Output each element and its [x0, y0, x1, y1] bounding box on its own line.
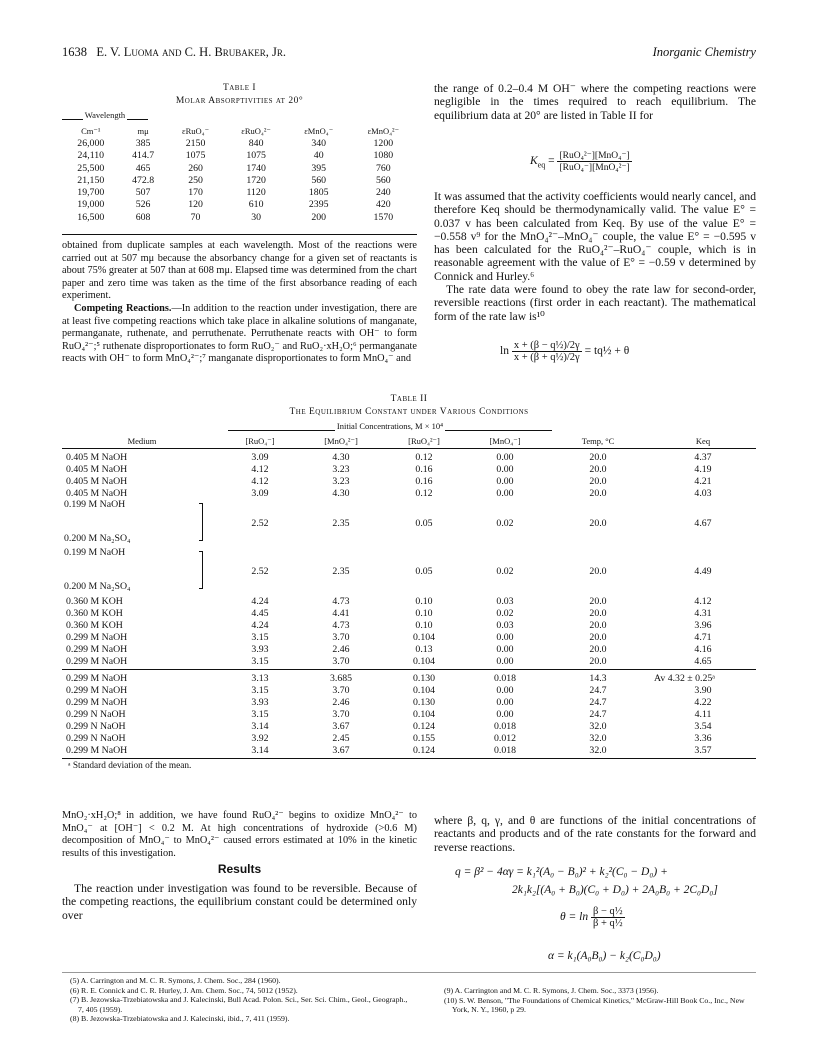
- cell: εRuO₄²⁻: [241, 125, 271, 136]
- cell: 20.0: [589, 463, 607, 475]
- cell: 0.018: [493, 672, 517, 684]
- table-row: [62, 595, 756, 607]
- cell: 0.130: [412, 672, 436, 684]
- alpha-equation: α = k₁(A₀B₀) − k₂(C₀D₀): [548, 950, 661, 962]
- cell: 610: [248, 199, 264, 211]
- cell: 3.67: [332, 744, 350, 756]
- cell: 1120: [246, 187, 266, 199]
- cell: 1720: [246, 174, 266, 186]
- cell: [MnO₄²⁻]: [324, 435, 358, 446]
- cell: 0.02: [496, 607, 514, 619]
- cell: 0.10: [415, 607, 433, 619]
- cell: 0.155: [412, 732, 436, 744]
- medium-cell: 0.200 M Na₂SO₄: [64, 533, 131, 544]
- cell: 4.65: [694, 655, 712, 667]
- table2: [62, 435, 756, 771]
- cell: 3.15: [251, 655, 269, 667]
- footnote: (7) B. Jezowska-Trzebiatowska and J. Kalecinski, Bull Acad. Polon. Sci., Ser. Sci. Chim., Geol., Geograph., 7, 405 (1959).: [70, 995, 408, 1014]
- cell: 4.19: [694, 463, 712, 475]
- cell: 0.02: [496, 517, 514, 529]
- cell: 3.14: [251, 720, 269, 732]
- cell: 250: [188, 174, 203, 186]
- cell: 4.31: [694, 607, 712, 619]
- table1-rule: [62, 234, 417, 235]
- cell: 4.37: [694, 451, 712, 463]
- cell: [RuO₄²⁻]: [408, 435, 440, 446]
- cell: 3.54: [694, 720, 712, 732]
- cell: 465: [135, 162, 151, 174]
- cell: 0.12: [415, 487, 433, 499]
- right-text-p2: [434, 190, 756, 323]
- cell: 0.16: [415, 475, 433, 487]
- cell-first: Medium: [127, 436, 157, 446]
- cell: 0.124: [412, 720, 436, 732]
- table-row: [62, 643, 756, 655]
- cell-first: Cm⁻¹: [81, 125, 101, 136]
- cell: 4.21: [694, 475, 712, 487]
- table-row: [62, 487, 756, 499]
- cell: 0.104: [412, 655, 436, 667]
- cell: 260: [188, 162, 203, 174]
- cell: 1075: [185, 150, 206, 162]
- cell: 4.12: [694, 595, 712, 607]
- cell: 20.0: [589, 487, 607, 499]
- cell: 0.00: [496, 631, 514, 643]
- cell-first: 0.299 M NaOH: [66, 684, 128, 696]
- cell-first: 24,110: [77, 150, 105, 162]
- cell: 20.0: [589, 595, 607, 607]
- cell: 3.70: [332, 684, 350, 696]
- cell: [MnO₄⁻]: [489, 435, 521, 446]
- cell: 3.685: [329, 672, 353, 684]
- cell: 3.93: [251, 643, 269, 655]
- lower-right-text: [434, 814, 756, 854]
- table-row: [62, 451, 756, 463]
- lower-left-text: [62, 810, 417, 860]
- cell: 0.00: [496, 655, 514, 667]
- table1-group-header: Wavelength: [62, 110, 148, 120]
- cell: 3.57: [694, 744, 712, 756]
- cell: 560: [311, 174, 327, 186]
- cell: 3.15: [251, 684, 269, 696]
- cell: Keq: [695, 436, 711, 446]
- cell: 14.3: [589, 672, 607, 684]
- cell: 0.10: [415, 619, 433, 631]
- cell-first: 0.299 M NaOH: [66, 631, 128, 643]
- paragraph: the range of 0.2–0.4 M OH⁻ where the competing reactions were negligible in the times required to reach equilibrium. The equilibrium data at 20° are listed in Table II for: [434, 82, 756, 122]
- table2-group-header: Initial Concentrations, M × 10⁴: [228, 421, 552, 431]
- cell-first: 0.405 M NaOH: [66, 487, 128, 499]
- cell-first: 0.299 N NaOH: [66, 708, 126, 720]
- paragraph: The reaction under investigation was found to be reversible. Because of the competing reactions, the equilibrium constant could be determined only over: [62, 882, 417, 922]
- cell: 20.0: [589, 631, 607, 643]
- cell: 4.73: [332, 595, 350, 607]
- cell: 2.45: [332, 732, 350, 744]
- footnote: (5) A. Carrington and M. C. R. Symons, J. Chem. Soc., 284 (1960).: [70, 976, 281, 985]
- cell: 20.0: [589, 517, 607, 529]
- cell-first: 26,000: [77, 137, 105, 149]
- cell: 1200: [373, 137, 394, 149]
- footnote: (8) B. Jezowska-Trzebiatowska and J. Kalecinski, ibid., 7, 411 (1959).: [70, 1014, 290, 1024]
- footnote: (6) R. E. Connick and C. R. Hurley, J. Am. Chem. Soc., 74, 5012 (1952).: [70, 985, 298, 995]
- cell: 0.012: [493, 732, 517, 744]
- cell: 1570: [373, 211, 394, 223]
- cell: 2.35: [332, 565, 350, 577]
- table-row: [62, 186, 417, 198]
- cell: 608: [135, 211, 151, 223]
- q-equation-line1: q = β² − 4αγ = k₁²(A₀ − B₀)² + k₂²(C₀ − D₀) +: [455, 866, 668, 878]
- cell: 200: [311, 211, 327, 223]
- cell: 0.130: [412, 696, 436, 708]
- table-row: [62, 732, 756, 744]
- cell: 3.15: [251, 708, 269, 720]
- cell: 4.24: [251, 619, 269, 631]
- table-row: [62, 631, 756, 643]
- cell-first: 0.299 M NaOH: [66, 655, 128, 667]
- footnote: (9) A. Carrington and M. C. R. Symons, J. Chem. Soc., 3373 (1956).: [444, 986, 659, 995]
- cell: 40: [313, 150, 324, 162]
- cell: 420: [375, 199, 391, 211]
- cell: 2.46: [332, 696, 350, 708]
- table-row: [62, 708, 756, 720]
- cell: 30: [251, 211, 262, 223]
- table-row: [62, 137, 417, 149]
- cell: 3.67: [332, 720, 350, 732]
- table2-title: The Equilibrium Constant under Various Conditions: [289, 407, 529, 417]
- table2-header-row: [62, 435, 756, 447]
- paragraph: Competing Reactions.—In addition to the reaction under investigation, there are at least five competing reactions which take place in alkaline solutions of manganate, permanganate, ruthenate, and perruthenate. Perruthenate reacts with OH⁻ to form RuO₄²⁻;⁵ ruthenate disproportionates to form RuO₂⁻ and RuO₂·xH₂O;⁶ permanganate reacts with OH⁻ to form MnO₄²⁻;⁷ manganate disproportionates to form MnO₄⁻ and: [62, 302, 417, 365]
- cell: 3.96: [694, 619, 712, 631]
- lower-left-text-2: [62, 882, 417, 922]
- cell-first: 0.299 M NaOH: [66, 672, 128, 684]
- table-row: [62, 463, 756, 475]
- cell: mμ: [137, 126, 149, 137]
- cell: 4.12: [251, 475, 269, 487]
- cell: 2.35: [332, 517, 350, 529]
- medium-cell: 0.199 M NaOH: [64, 499, 126, 510]
- cell: εMnO₄²⁻: [367, 125, 400, 136]
- cell: 0.018: [493, 744, 517, 756]
- cell-first: 0.299 N NaOH: [66, 732, 126, 744]
- cell: 20.0: [589, 643, 607, 655]
- table-row: [62, 655, 756, 667]
- footnotes-left: [70, 976, 415, 1024]
- cell: 3.36: [694, 732, 712, 744]
- cell: 2.46: [332, 643, 350, 655]
- table-row: [62, 199, 417, 211]
- cell: 20.0: [589, 475, 607, 487]
- cell: 1080: [373, 150, 394, 162]
- cell: 340: [311, 137, 327, 149]
- cell: 0.00: [496, 696, 514, 708]
- cell-first: 19,700: [77, 187, 105, 199]
- cell: 3.14: [251, 744, 269, 756]
- cell: 20.0: [589, 607, 607, 619]
- cell-first: [62, 517, 222, 529]
- cell: 0.104: [412, 631, 436, 643]
- cell-first: 0.299 M NaOH: [66, 744, 128, 756]
- cell: 0.018: [493, 720, 517, 732]
- cell: 20.0: [589, 451, 607, 463]
- medium-cell: 0.200 M Na₂SO₄: [64, 581, 131, 592]
- cell: 3.70: [332, 708, 350, 720]
- cell: 0.124: [412, 744, 436, 756]
- cell: 560: [375, 174, 391, 186]
- cell: 0.00: [496, 643, 514, 655]
- cell: 4.30: [332, 451, 350, 463]
- cell: 4.24: [251, 595, 269, 607]
- cell-first: 0.299 M NaOH: [66, 696, 128, 708]
- table2-label: Table II: [390, 394, 428, 404]
- keq-equation: $K_{eq}$ = $\frac{\text{[RuO₄²⁻][MnO₄⁻]}}{\text{[RuO₄⁻][MnO₄²⁻]}}$: [530, 151, 630, 173]
- footnote: (10) S. W. Benson, "The Foundations of Chemical Kinetics," McGraw-Hill Book Co., Inc., New York, N. Y., 1960, p 29.: [444, 995, 745, 1015]
- cell: 760: [375, 162, 391, 174]
- cell: 20.0: [589, 565, 607, 577]
- left-text-block: [62, 240, 417, 366]
- footnotes-right: [444, 986, 756, 1015]
- cell-first: 16,500: [77, 211, 105, 223]
- cell: 0.03: [496, 619, 514, 631]
- cell: 4.41: [332, 607, 350, 619]
- cell: 4.71: [694, 631, 712, 643]
- cell: 1075: [246, 150, 266, 162]
- cell: 3.93: [251, 696, 269, 708]
- cell: 0.00: [496, 463, 514, 475]
- cell: 3.13: [251, 672, 269, 684]
- table2-mixed-row-1: [62, 499, 756, 547]
- cell: 840: [248, 137, 264, 149]
- cell-first: 25,500: [77, 162, 105, 174]
- table-row: [62, 684, 756, 696]
- table-row: [62, 744, 756, 756]
- cell: 0.104: [412, 684, 436, 696]
- cell-first: 0.299 N NaOH: [66, 720, 126, 732]
- cell: 24.7: [589, 684, 607, 696]
- cell: 3.92: [251, 732, 269, 744]
- q-equation-line2: 2k₁k₂[(A₀ + B₀)(C₀ + D₀) + 2A₀B₀ + 2C₀D₀]: [512, 884, 718, 896]
- cell-first: 0.360 M KOH: [66, 619, 123, 631]
- table-row: [62, 517, 756, 529]
- cell: 3.15: [251, 631, 269, 643]
- cell: 395: [311, 162, 327, 174]
- cell-first: 0.405 M NaOH: [66, 475, 128, 487]
- cell-first: 0.360 M KOH: [66, 607, 123, 619]
- cell: Av 4.32 ± 0.25ᵃ: [654, 672, 715, 684]
- cell: 507: [135, 187, 151, 199]
- table-row: [62, 162, 417, 174]
- table-row: [62, 672, 756, 684]
- cell: 385: [135, 137, 151, 149]
- table2-mixed-row-2: [62, 547, 756, 595]
- cell: 414.7: [132, 150, 155, 162]
- paragraph: obtained from duplicate samples at each wavelength. Most of the reactions were carried out at 507 mμ because the absorbancy change for a given set of reactants is about 75% greater at 507 than at 608 mμ. Elapsed time was determined from the chart paper and zero time was taken as the time of the first absorbance reading of each experiment.: [62, 240, 417, 302]
- table1-header-row: [62, 125, 417, 137]
- table1-title: Molar Absorptivities at 20°: [175, 96, 304, 106]
- cell-first: 0.405 M NaOH: [66, 451, 128, 463]
- cell: 526: [135, 199, 151, 211]
- cell: 24.7: [589, 708, 607, 720]
- paragraph: MnO₂·xH₂O;⁸ in addition, we have found RuO₄²⁻ begins to oxidize MnO₄²⁻ to MnO₄⁻ at [OH⁻] < 0.2 M. At high concentrations of hydroxide (>0.6 M) decomposition of MnO₄⁻ to MnO₄²⁻ caused errors estimated at 10% in the kinetic results of this investigation.: [62, 810, 417, 859]
- rate-law-equation: ln $\frac{\text{x + (β − q½)/2γ}}{\text{x + (β + q½)/2γ}}$ = tq½ + θ: [500, 340, 630, 363]
- cell: 32.0: [589, 720, 607, 732]
- cell: 4.03: [694, 487, 712, 499]
- table-row: [62, 720, 756, 732]
- table-row: [62, 174, 417, 186]
- cell: 0.02: [496, 565, 514, 577]
- cell: 70: [190, 211, 201, 223]
- cell: 0.00: [496, 487, 514, 499]
- cell: 3.70: [332, 655, 350, 667]
- footnote-rule: [62, 972, 756, 973]
- journal-name: Inorganic Chemistry: [652, 45, 756, 59]
- cell: 4.22: [694, 696, 712, 708]
- cell: 4.12: [251, 463, 269, 475]
- cell: 0.00: [496, 475, 514, 487]
- table-row: [62, 565, 756, 577]
- paragraph: The rate data were found to obey the rate law for second-order, reversible reactions (first order in each reactant). The mathematical form of the rate law is¹⁰: [434, 283, 756, 323]
- cell: 0.00: [496, 684, 514, 696]
- cell: 4.67: [694, 517, 712, 529]
- cell: 3.23: [332, 475, 350, 487]
- running-header: [62, 45, 756, 61]
- cell: 0.10: [415, 595, 433, 607]
- cell: εMnO₄⁻: [304, 125, 334, 136]
- cell: 3.70: [332, 631, 350, 643]
- cell: 0.03: [496, 595, 514, 607]
- results-heading: Results: [217, 862, 262, 876]
- cell-first: 21,150: [77, 174, 105, 186]
- cell: 4.30: [332, 487, 350, 499]
- cell-first: 19,000: [77, 199, 105, 211]
- cell-first: [62, 565, 222, 577]
- theta-equation: θ = ln $\frac{\text{β − q½}}{\text{β + q½}}$: [560, 906, 623, 929]
- cell-first: 0.360 M KOH: [66, 595, 123, 607]
- cell: 2.52: [251, 517, 269, 529]
- cell: 4.45: [251, 607, 269, 619]
- cell: 0.00: [496, 708, 514, 720]
- table1-label: Table I: [222, 83, 257, 93]
- cell-first: 0.405 M NaOH: [66, 463, 128, 475]
- cell: 0.16: [415, 463, 433, 475]
- cell: 4.73: [332, 619, 350, 631]
- paragraph: It was assumed that the activity coefficients would nearly cancel, and therefore Keq should be thermodynamically valid. The value E° = 0.037 v has been calculated from Keq. By use of the value E° = −0.558 v⁹ for the MnO₄²⁻–MnO₄⁻ couple, the value E° = −0.595 v has been calculated for the RuO₄²⁻–RuO₄⁻ couple, which is in reasonable agreement with the value of E° = −0.59 v determined by Connick and Hurley.⁶: [434, 190, 756, 283]
- cell: 0.12: [415, 451, 433, 463]
- table-row: [62, 150, 417, 162]
- cell: 3.09: [251, 487, 269, 499]
- cell: 20.0: [589, 655, 607, 667]
- cell: 3.09: [251, 451, 269, 463]
- table-row: [62, 211, 417, 223]
- cell: 170: [188, 187, 203, 199]
- page-number-and-authors: 1638 E. V. Luoma and C. H. Brubaker, Jr.: [62, 45, 287, 59]
- table-row: [62, 619, 756, 631]
- cell: 4.11: [694, 708, 712, 720]
- cell: 4.16: [694, 643, 712, 655]
- cell: 4.49: [694, 565, 712, 577]
- cell: εRuO₄⁻: [182, 125, 210, 136]
- cell: 0.00: [496, 451, 514, 463]
- cell: 0.104: [412, 708, 436, 720]
- cell: 240: [375, 187, 391, 199]
- cell-first: 0.299 M NaOH: [66, 643, 128, 655]
- cell: 3.90: [694, 684, 712, 696]
- medium-cell: 0.199 M NaOH: [64, 547, 126, 558]
- cell: [RuO₄⁻]: [245, 435, 275, 446]
- table1: [62, 125, 417, 223]
- cell: 0.05: [415, 517, 433, 529]
- table-row: [62, 475, 756, 487]
- table2-footnote: ᵃ Standard deviation of the mean.: [68, 761, 192, 771]
- cell: 1740: [246, 162, 266, 174]
- cell: 24.7: [589, 696, 607, 708]
- cell: 20.0: [589, 619, 607, 631]
- cell: 3.23: [332, 463, 350, 475]
- right-text-p1: [434, 82, 756, 122]
- cell: 0.05: [415, 565, 433, 577]
- cell: Temp, °C: [581, 436, 615, 446]
- cell: 32.0: [589, 744, 607, 756]
- cell: 2150: [185, 137, 206, 149]
- cell: 120: [188, 199, 203, 211]
- table-row: [62, 696, 756, 708]
- cell: 2.52: [251, 565, 269, 577]
- cell: 2395: [308, 199, 329, 211]
- cell: 32.0: [589, 732, 607, 744]
- paragraph: where β, q, γ, and θ are functions of the initial concentrations of reactants and products and of the rate constants for the forward and reverse reactions.: [434, 814, 756, 854]
- cell: 472.8: [132, 174, 155, 186]
- table-row: [62, 607, 756, 619]
- cell: 1805: [308, 187, 329, 199]
- cell: 0.13: [415, 643, 433, 655]
